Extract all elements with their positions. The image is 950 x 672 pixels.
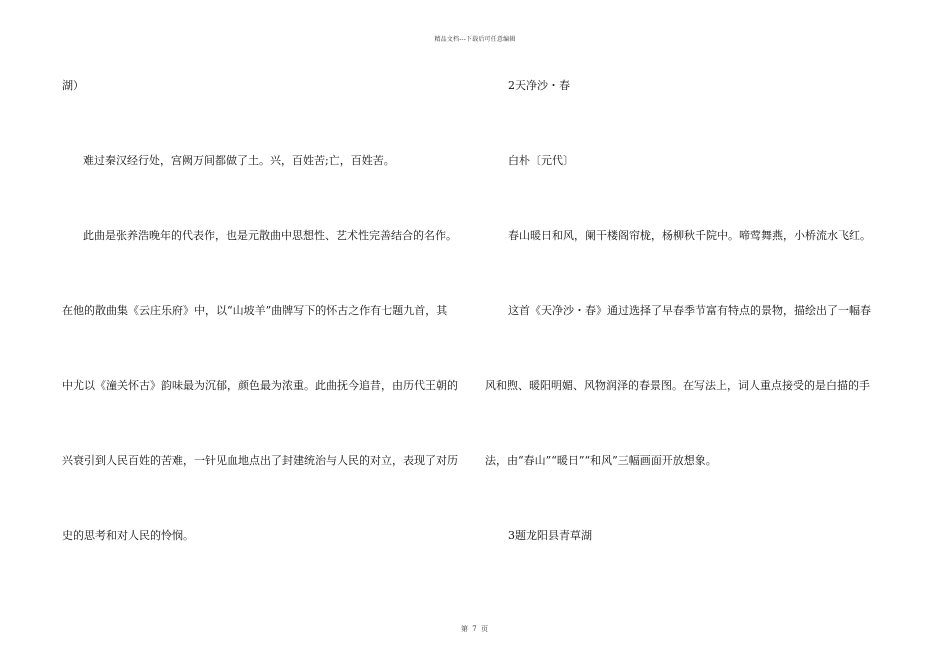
left-line-4: 在他的散曲集《云庄乐府》中，以“山坡羊”曲牌写下的怀古之作有七题九首，其 (62, 304, 448, 317)
left-line-3: 此曲是张养浩晚年的代表作，也是元散曲中思想性、艺术性完善结合的名作。 (83, 229, 457, 242)
page-number: 第 7 页 (461, 625, 489, 633)
left-line-6: 兴衰引到人民百姓的苦难，一针见血地点出了封建统治与人民的对立，表现了对历 (62, 454, 458, 467)
left-line-5: 中尤以《潼关怀古》韵味最为沉郁，颜色最为浓重。此曲抚今追昔，由历代王朝的 (62, 379, 458, 392)
right-line-6: 法，由“春山”“暖日”“和风”三幅画面开放想象。 (485, 454, 717, 467)
right-line-3: 春山暖日和风，阑干楼阁帘栊，杨柳秋千院中。啼莺舞燕，小桥流水飞红。 (508, 229, 871, 242)
right-line-2: 白朴〔元代〕 (508, 154, 574, 167)
left-line-2: 难过秦汉经行处，宫阙万间都做了土。兴，百姓苦;亡，百姓苦。 (83, 154, 395, 167)
left-line-7: 史的思考和对人民的怜悯。 (62, 529, 194, 542)
right-line-1: 2天净沙・春 (508, 79, 570, 92)
right-line-4: 这首《天净沙・春》通过选择了早春季节富有特点的景物，描绘出了一幅春 (508, 304, 871, 317)
left-line-1: 湖） (62, 79, 84, 92)
page-header: 精品文档---下载后可任意编辑 (434, 36, 516, 43)
right-line-7: 3题龙阳县青草湖 (508, 529, 592, 542)
right-line-5: 风和煦、暖阳明媚、风物润泽的春景图。在写法上，词人重点接受的是白描的手 (485, 379, 870, 392)
